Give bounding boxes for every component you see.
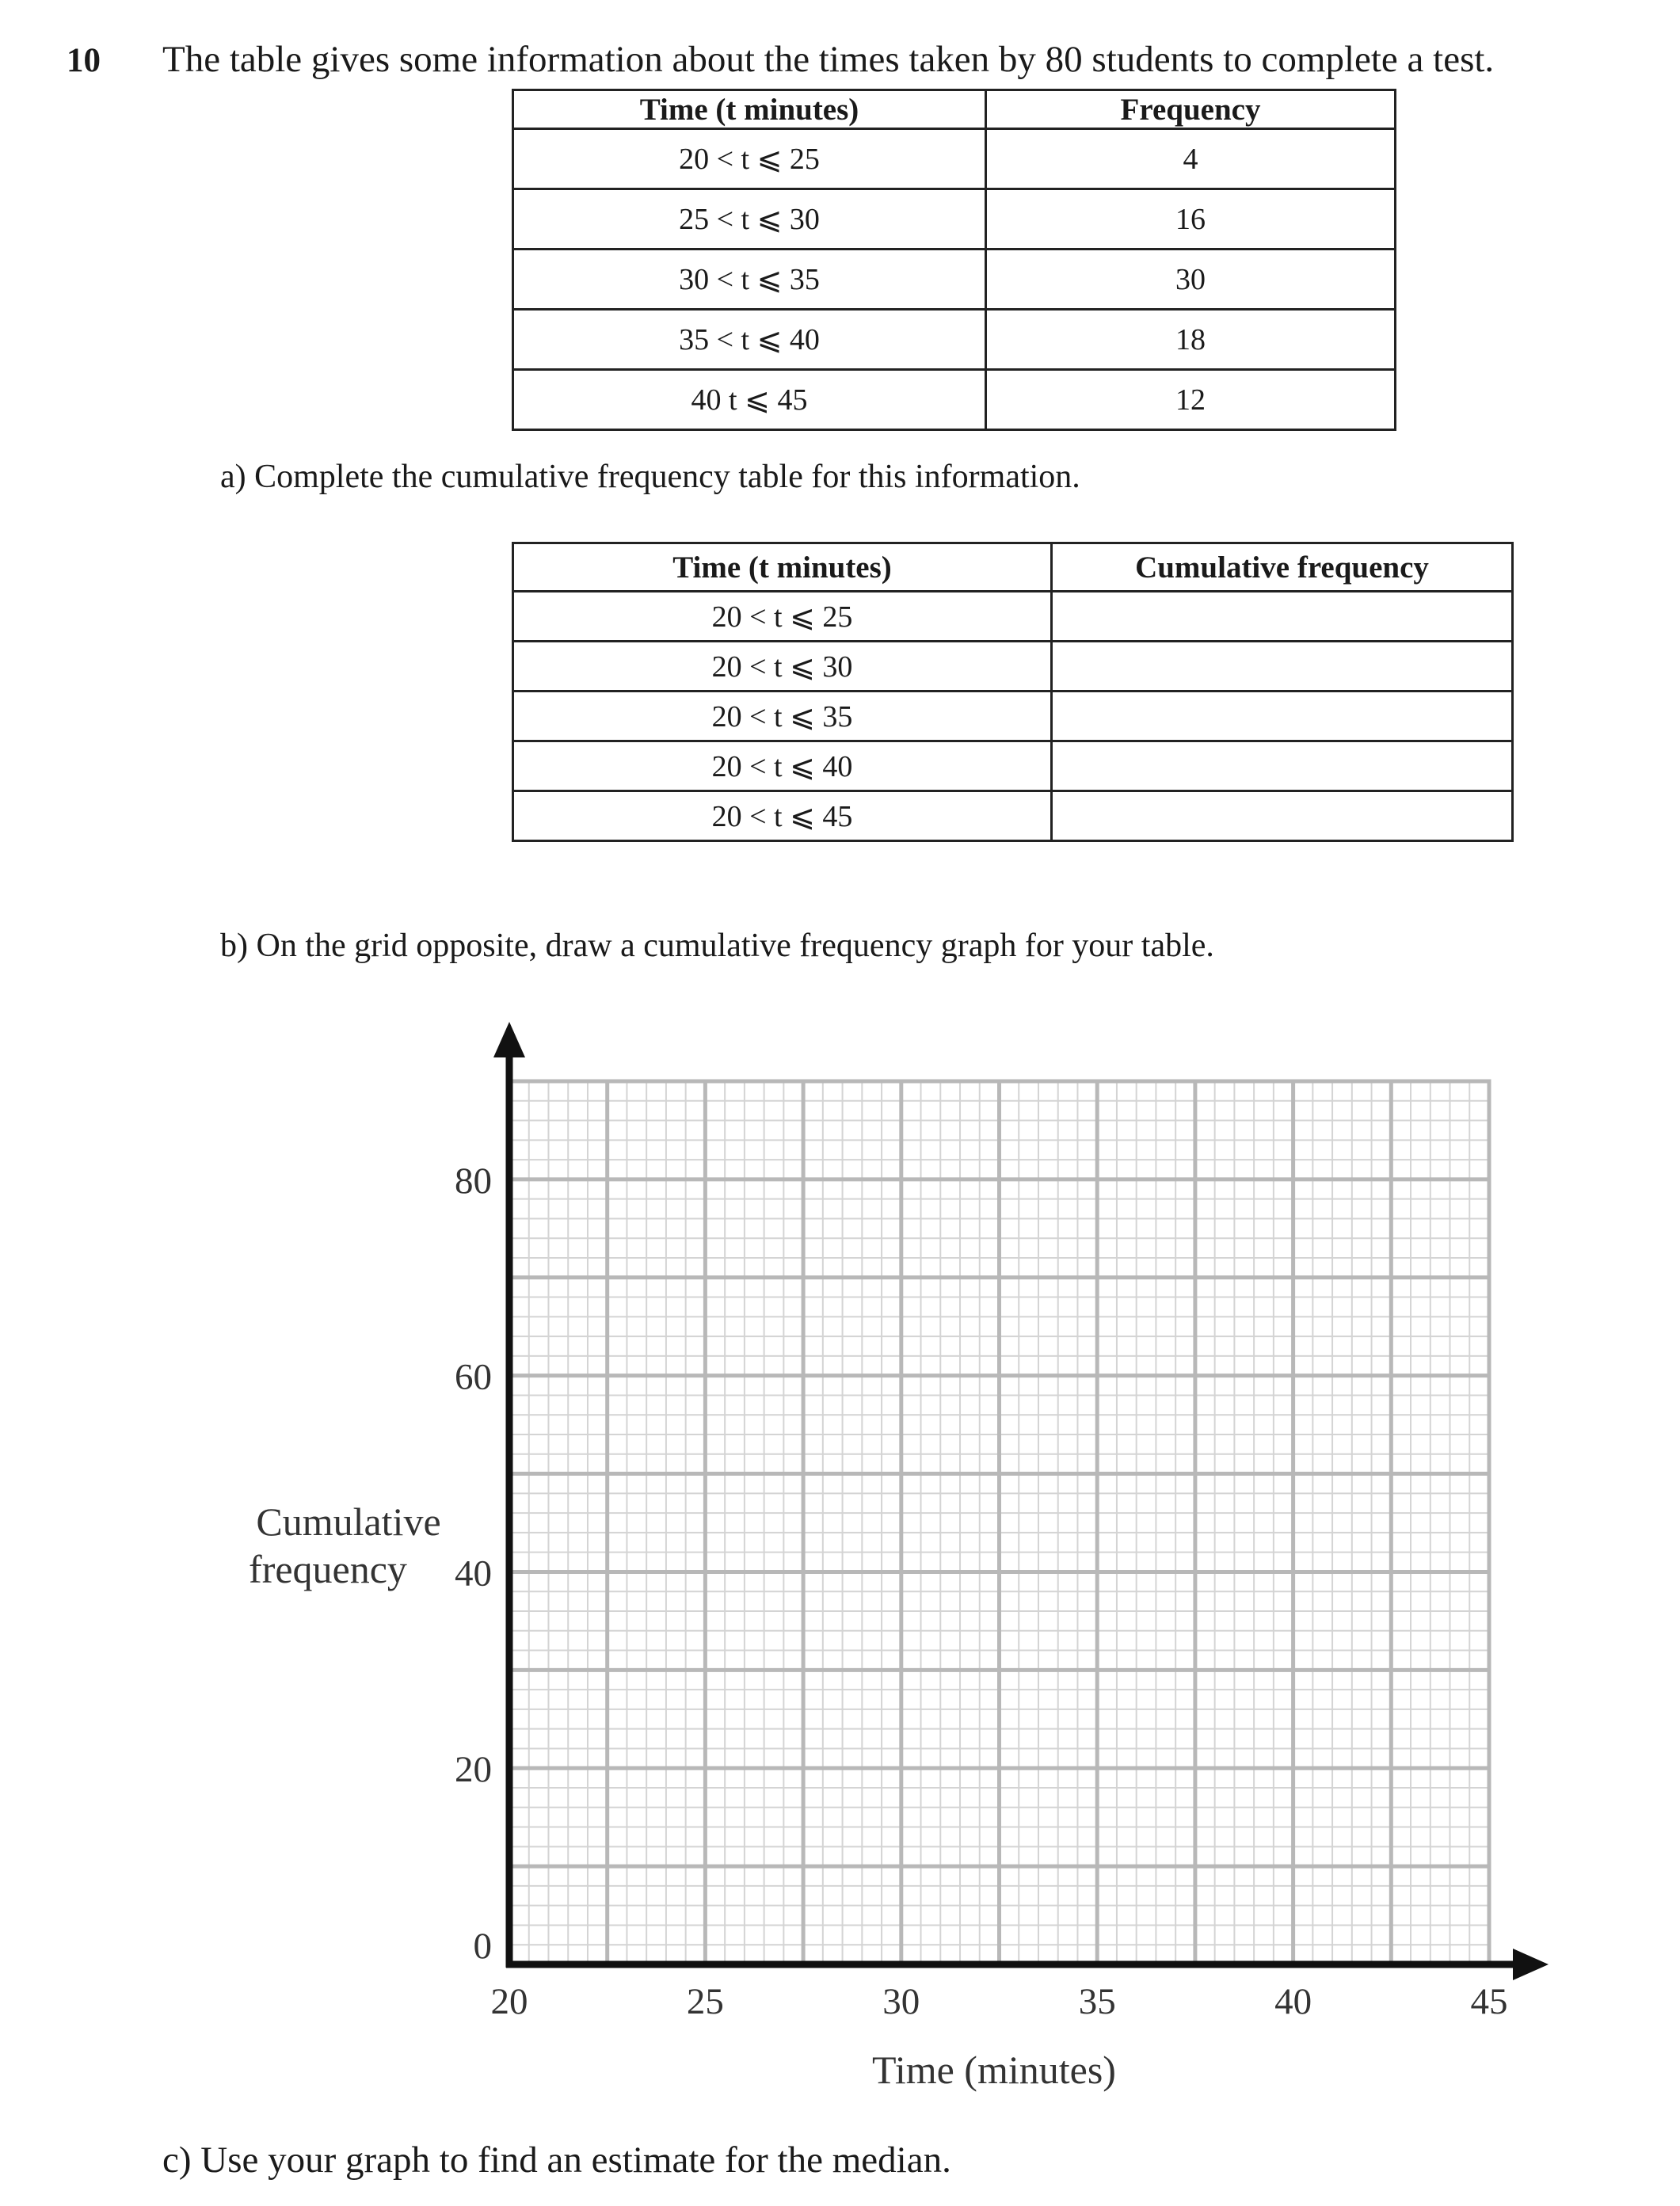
cf-interval: 20 < t ⩽ 40 (513, 741, 1052, 791)
cf-interval: 20 < t ⩽ 45 (513, 791, 1052, 841)
freq-interval: 40 t ⩽ 45 (513, 370, 986, 430)
freq-value: 16 (986, 189, 1396, 250)
freq-value: 12 (986, 370, 1396, 430)
cf-header-cumulative: Cumulative frequency (1052, 543, 1513, 592)
y-tick-label: 40 (455, 1553, 492, 1594)
y-axis-label-2: frequency (249, 1547, 407, 1591)
freq-header-time: Time (t minutes) (513, 90, 986, 129)
x-tick-label: 35 (1078, 1981, 1116, 2022)
freq-interval: 35 < t ⩽ 40 (513, 310, 986, 370)
x-tick-label: 30 (882, 1981, 920, 2022)
freq-interval: 20 < t ⩽ 25 (513, 129, 986, 189)
part-a-instruction: a) Complete the cumulative frequency table for this information. (220, 459, 1080, 495)
x-axis-arrow-icon (1513, 1949, 1549, 1980)
y-tick-label: 80 (455, 1160, 492, 1202)
y-tick-label: 60 (455, 1356, 492, 1398)
x-axis-label: Time (minutes) (872, 2048, 1116, 2092)
y-axis-label: Cumulative (256, 1499, 441, 1544)
freq-interval: 30 < t ⩽ 35 (513, 250, 986, 310)
cf-header-time: Time (t minutes) (513, 543, 1052, 592)
y-tick-label: 0 (473, 1926, 492, 1967)
freq-value: 4 (986, 129, 1396, 189)
question-number: 10 (67, 42, 101, 79)
part-b-instruction: b) On the grid opposite, draw a cumulative frequency graph for your table. (220, 928, 1214, 964)
major-gridlines (509, 1081, 1489, 1964)
y-axis-arrow-icon (493, 1022, 525, 1057)
x-tick-label: 25 (686, 1981, 724, 2022)
cf-interval: 20 < t ⩽ 30 (513, 642, 1052, 692)
y-tick-label: 20 (455, 1749, 492, 1791)
freq-value: 18 (986, 310, 1396, 370)
freq-value: 30 (986, 250, 1396, 310)
freq-interval: 25 < t ⩽ 30 (513, 189, 986, 250)
cf-interval: 20 < t ⩽ 25 (513, 592, 1052, 642)
part-c-instruction: c) Use your graph to find an estimate for the median. (162, 2139, 951, 2181)
cf-interval: 20 < t ⩽ 35 (513, 692, 1052, 741)
x-tick-label: 40 (1274, 1981, 1312, 2022)
freq-header-frequency: Frequency (986, 90, 1396, 129)
x-tick-label: 20 (490, 1981, 528, 2022)
x-tick-label: 45 (1470, 1981, 1508, 2022)
question-intro: The table gives some information about the times taken by 80 students to complete a test. (162, 39, 1495, 80)
